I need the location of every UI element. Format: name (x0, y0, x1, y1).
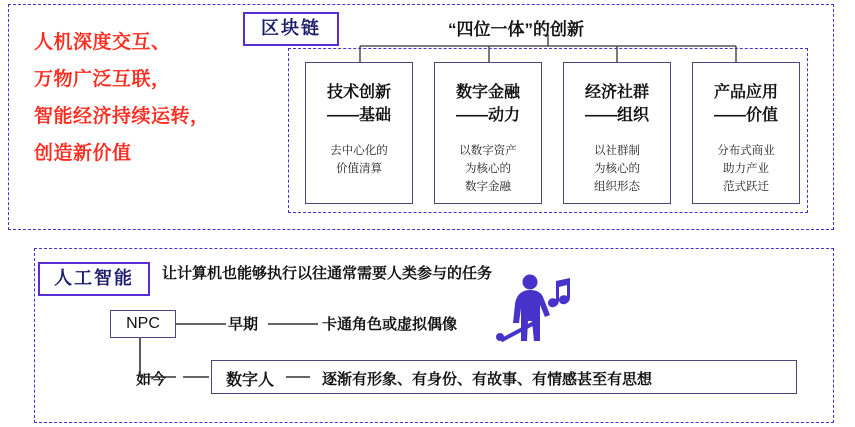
card-title-line1: 数字金融 (455, 84, 520, 101)
card-product-application (692, 62, 800, 204)
card-digital-finance (434, 62, 542, 204)
digital-human-label: 数字人 (226, 372, 275, 389)
card-desc-line: 为核心的 (465, 163, 511, 176)
early-label: 早期 (228, 316, 259, 333)
slogan-line-4: 创造新价值 (34, 143, 132, 165)
card-title-line1: 技术创新 (326, 84, 391, 101)
card-title-line2: ——价值 (713, 107, 778, 125)
card-technology-innovation (305, 62, 413, 204)
card-desc-line: 去中心化的 (330, 145, 388, 158)
card-desc-line: 数字金融 (465, 181, 511, 193)
card-desc-line: 组织形态 (594, 181, 640, 193)
card-desc-line: 范式跃迁 (723, 181, 769, 193)
card-desc (306, 143, 412, 179)
card-title-line1: 经济社群 (584, 84, 649, 101)
card-title (435, 81, 541, 127)
digital-human-box (211, 360, 797, 394)
card-title-line2: ——基础 (326, 107, 391, 125)
card-economic-community (563, 62, 671, 204)
card-title (693, 81, 799, 127)
card-desc-line: 以数字资产 (459, 145, 517, 158)
card-desc (564, 143, 670, 196)
card-title (564, 81, 670, 127)
now-label: 如今 (136, 371, 167, 388)
slogan-line-3: 智能经济持续运转， (34, 106, 210, 128)
card-desc-line: 助力产业 (723, 163, 769, 176)
card-desc (693, 143, 799, 196)
card-title-line2: ——组织 (584, 107, 649, 125)
card-title-line1: 产品应用 (713, 84, 778, 101)
npc-box: NPC (110, 310, 176, 338)
slogan-line-1: 人机深度交互、 (34, 32, 171, 53)
card-title (306, 81, 412, 127)
card-desc-line: 价值清算 (336, 163, 382, 176)
blockchain-tag: 区块链 (243, 12, 339, 46)
digital-human-text: 逐渐有形象、有身份、有故事、有情感甚至有思想 (322, 371, 653, 388)
slogan-line-2: 万物广泛互联， (34, 69, 171, 91)
innovation-heading: “四位一体”的创新 (448, 20, 584, 39)
early-text: 卡通角色或虚拟偶像 (322, 316, 458, 333)
card-desc-line: 为核心的 (594, 163, 640, 176)
ai-tag: 人工智能 (38, 262, 150, 296)
card-desc (435, 143, 541, 196)
card-desc-line: 分布式商业 (717, 145, 775, 158)
ai-description: 让计算机也能够执行以往通常需要人类参与的任务 (162, 265, 493, 282)
card-desc-line: 以社群制 (594, 145, 640, 158)
card-title-line2: ——动力 (455, 107, 520, 125)
slogan-text (34, 24, 254, 172)
